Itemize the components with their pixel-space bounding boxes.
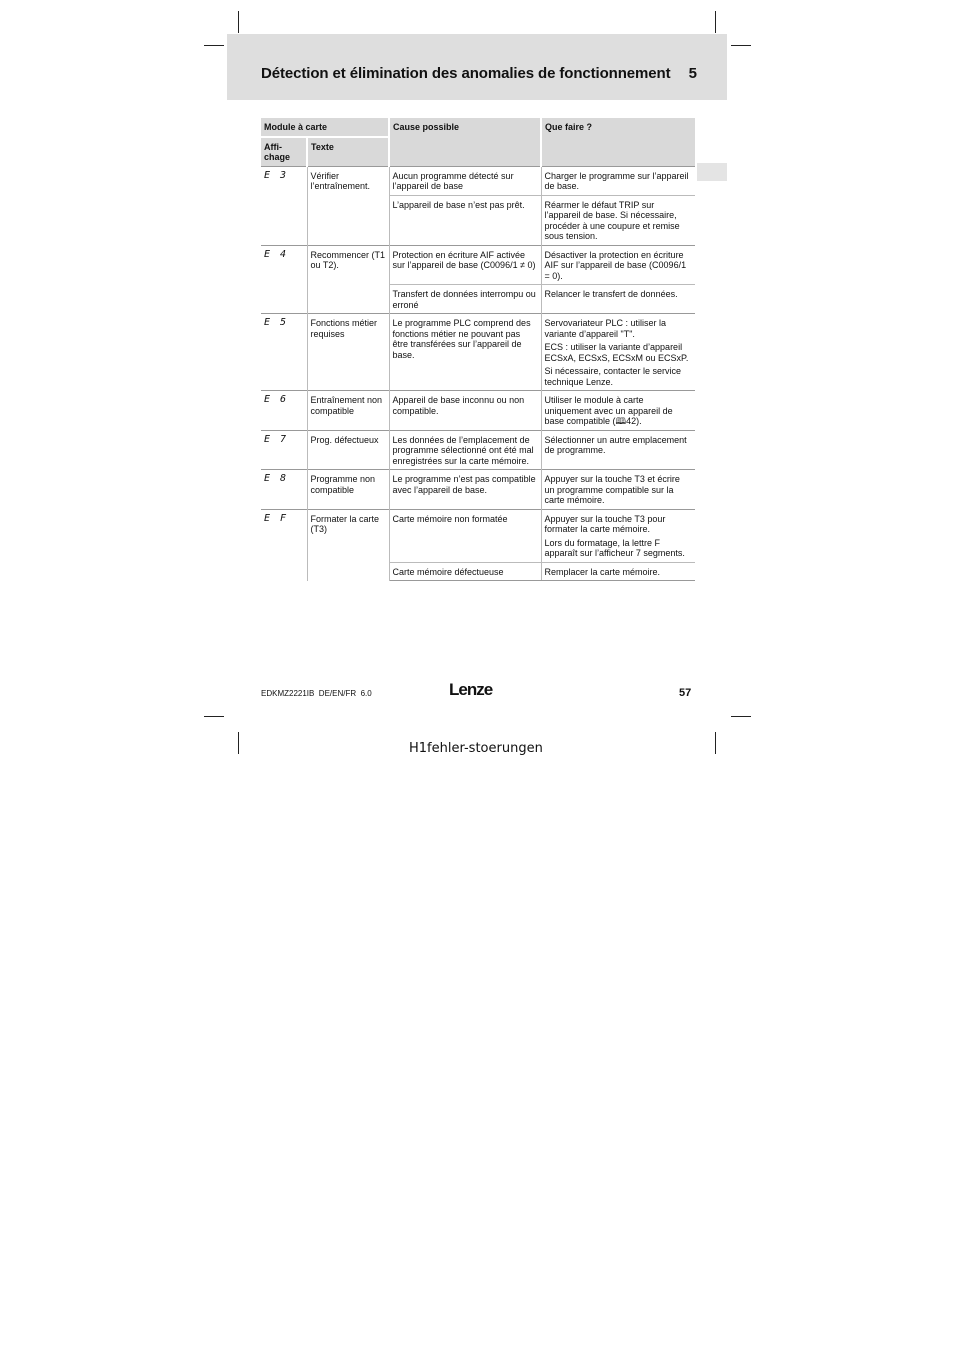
action-paragraph: Désactiver la protection en écriture AIF sur l’appareil de base (C0096/1 = 0). xyxy=(544,249,687,281)
display-text: Vérifier l’entraînement. xyxy=(307,166,389,245)
display-code: E 5 xyxy=(261,314,307,391)
display-code: E 7 xyxy=(261,430,307,470)
action-paragraph: Appuyer sur la touche T3 pour formater la carte mémoire. xyxy=(544,513,666,534)
cause-cell: Appareil de base inconnu ou non compatible. xyxy=(389,391,541,431)
action-paragraph: Relancer le transfert de données. xyxy=(544,289,678,299)
table-row xyxy=(261,166,695,195)
cause-cell: Le programme PLC comprend des fonctions métier ne pouvant pas être transférées sur l’appareil de base. xyxy=(389,314,541,391)
table-row xyxy=(261,391,695,431)
crop-mark xyxy=(238,732,239,754)
crop-mark xyxy=(715,732,716,754)
action-cell xyxy=(541,195,695,245)
header-module: Module à carte xyxy=(261,118,389,137)
action-paragraph: Remplacer la carte mémoire. xyxy=(544,566,661,577)
action-paragraph: Servovariateur PLC : utiliser la variante d’appareil "T". xyxy=(544,318,667,339)
crop-mark xyxy=(731,45,751,46)
chapter-number: 5 xyxy=(688,65,697,82)
table-row xyxy=(261,430,695,470)
table-body xyxy=(261,166,695,581)
cause-cell: Aucun programme détecté sur l’appareil de base xyxy=(389,166,541,195)
crop-mark xyxy=(731,716,751,717)
action-cell xyxy=(541,562,695,581)
cause-cell: Protection en écriture AIF activée sur l’appareil de base (C0096/1 ≠ 0) xyxy=(389,245,541,285)
header-display: Affi- chage xyxy=(261,137,307,167)
side-tab-marker xyxy=(697,163,727,181)
header-action: Que faire ? xyxy=(541,118,695,166)
action-cell xyxy=(541,509,695,562)
display-text: Formater la carte (T3) xyxy=(307,509,389,581)
display-text: Recommencer (T1 ou T2). xyxy=(307,245,389,314)
lenze-logo: Lenze xyxy=(449,680,493,699)
table-row xyxy=(261,314,695,391)
action-paragraph: Si nécessaire, contacter le service technique Lenze. xyxy=(544,366,682,387)
table-header xyxy=(261,118,695,166)
action-paragraph: Appuyer sur la touche T3 et écrire un programme compatible sur la carte mémoire. xyxy=(544,474,680,505)
page-number: 57 xyxy=(679,687,692,699)
cause-cell: Les données de l’emplacement de programme sélectionné ont été mal enregistrées sur la carte mémoire. xyxy=(389,430,541,470)
chapter-header xyxy=(227,34,727,100)
action-paragraph: Sélectionner un autre emplacement de programme. xyxy=(544,434,687,455)
display-text: Prog. défectueux xyxy=(307,430,389,470)
table-row xyxy=(261,245,695,285)
action-cell xyxy=(541,391,695,431)
page-title: Détection et élimination des anomalies de fonctionnement xyxy=(261,65,671,82)
crop-mark xyxy=(238,11,239,33)
action-cell xyxy=(541,470,695,510)
action-cell xyxy=(541,285,695,314)
cause-cell: Carte mémoire non formatée xyxy=(389,509,541,562)
cause-cell: Le programme n’est pas compatible avec l’appareil de base. xyxy=(389,470,541,510)
action-paragraph: Utiliser le module à carte uniquement avec un appareil de base compatible (🕮42). xyxy=(544,395,673,426)
action-paragraph: Lors du formatage, la lettre F apparaît sur l’afficheur 7 segments. xyxy=(544,537,685,558)
crop-mark xyxy=(204,716,224,717)
cause-cell: Transfert de données interrompu ou erroné xyxy=(389,285,541,314)
display-code: E 8 xyxy=(261,470,307,510)
crop-mark xyxy=(204,45,224,46)
table-row xyxy=(261,509,695,562)
display-code: E F xyxy=(261,509,307,581)
action-paragraph: Charger le programme sur l’appareil de base. xyxy=(544,170,689,191)
display-text: Entraînement non compatible xyxy=(307,391,389,431)
document-reference: EDKMZ2221IB DE/EN/FR 6.0 xyxy=(261,689,372,698)
cause-cell: Carte mémoire défectueuse xyxy=(389,562,541,581)
action-cell xyxy=(541,245,695,285)
table-row xyxy=(261,470,695,510)
error-table xyxy=(261,118,695,581)
action-cell xyxy=(541,166,695,195)
action-cell xyxy=(541,314,695,391)
action-cell xyxy=(541,430,695,470)
display-code: E 6 xyxy=(261,391,307,431)
header-cause: Cause possible xyxy=(389,118,541,166)
display-code: E 4 xyxy=(261,245,307,314)
action-paragraph: Réarmer le défaut TRIP sur l’appareil de base. Si nécessaire, procéder à une coupure et remise sous tension. xyxy=(544,199,680,241)
header-text: Texte xyxy=(307,137,389,167)
display-code: E 3 xyxy=(261,166,307,245)
cause-cell: L’appareil de base n’est pas prêt. xyxy=(389,195,541,245)
file-label: H1fehler-stoerungen xyxy=(409,741,543,756)
crop-mark xyxy=(715,11,716,33)
action-paragraph: ECS : utiliser la variante d’appareil ECSxA, ECSxS, ECSxM ou ECSxP. xyxy=(544,342,689,363)
display-text: Fonctions métier requises xyxy=(307,314,389,391)
display-text: Programme non compatible xyxy=(307,470,389,510)
